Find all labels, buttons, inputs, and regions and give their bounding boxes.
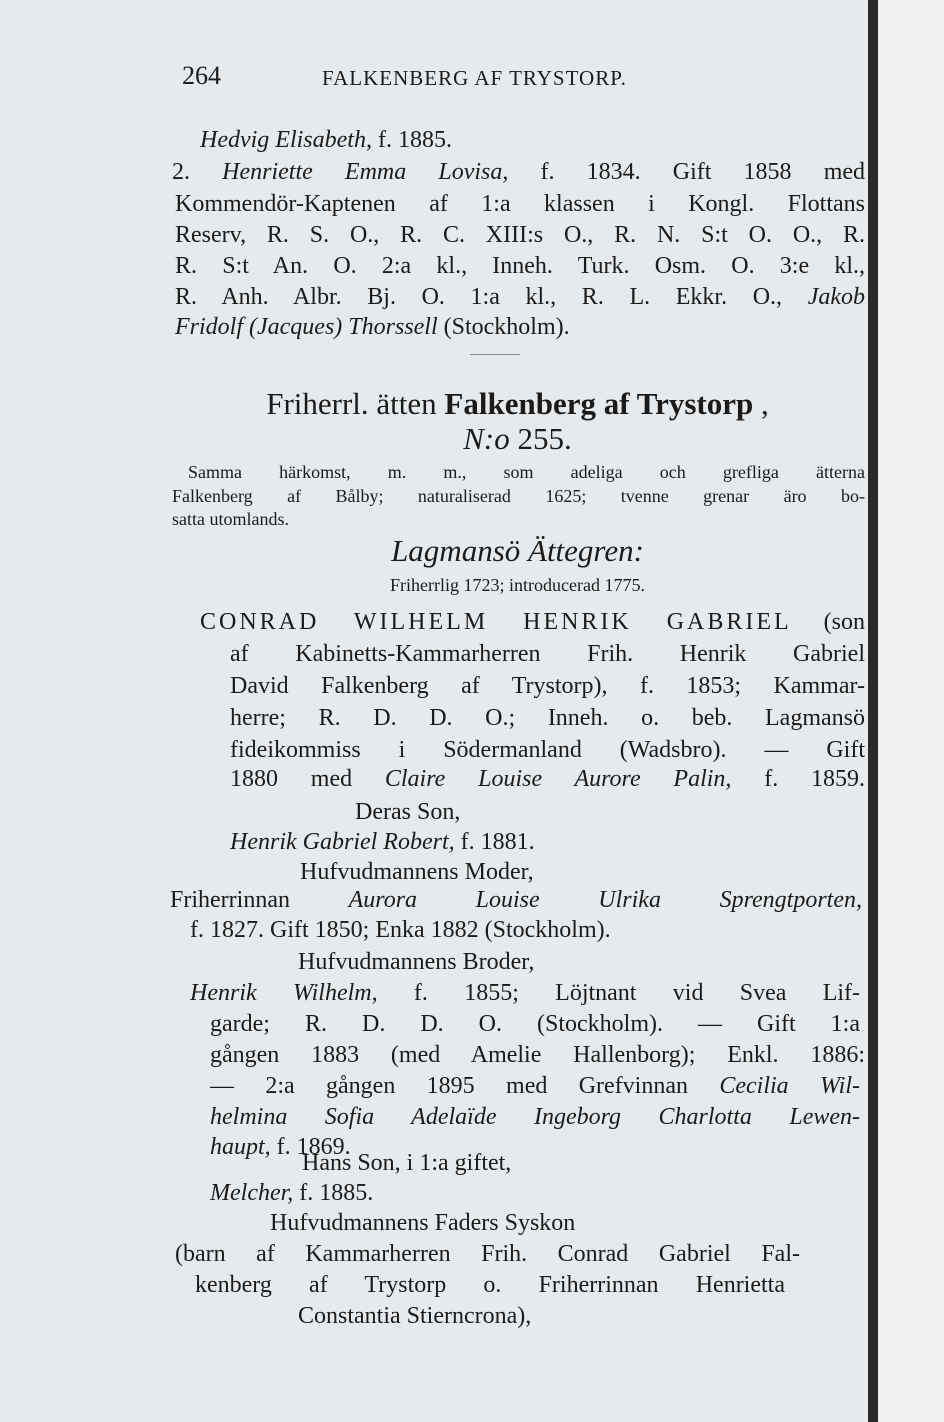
text-segment: f. 1885. [377,127,452,153]
text-line [175,252,865,280]
text-segment: 1880 med [230,766,385,792]
text-segment: CONRAD WILHELM HENRIK GABRIEL [200,609,792,635]
text-line [210,1041,865,1069]
divider [470,354,520,355]
page-margin [878,0,944,1422]
text-line [188,461,865,483]
subheading [302,1149,511,1177]
branch-heading [170,534,865,568]
text-segment: af Kabinetts-Kammarherren Frih. Henrik Gabriel [230,641,865,667]
text-segment: helmina Sofia Adelaïde Ingeborg Charlotta Lewen- [210,1104,860,1130]
text-segment: (Stockholm). [443,314,570,340]
text-line [170,574,865,596]
text-segment: Fridolf (Jacques) Thorssell [175,314,438,340]
running-title: FALKENBERG AF TRYSTORP. [322,66,627,90]
subheading [355,798,460,826]
subheading [298,948,534,976]
text-segment: f. 1827. Gift 1850; Enka 1882 (Stockholm). [190,917,611,943]
text-segment: Friherrinnan [170,887,349,913]
text-segment: Falkenberg af Bålby; naturaliserad 1625; tvenne grenar äro bo- [172,486,865,506]
text-line [230,640,865,668]
text-line [230,765,865,793]
subheading [300,858,534,886]
text-line [175,1240,800,1268]
text-line [200,126,452,154]
text-segment: satta utomlands. [172,509,289,529]
text-line [175,283,865,311]
section-heading [170,387,865,421]
text-segment: Kommendör-Kaptenen af 1:a klassen i Kongl. Flottans [175,191,865,217]
text-segment: f. 1855; Löjtnant vid Svea Lif- [413,980,860,1006]
text-line [298,1302,531,1330]
text-line [200,608,865,636]
text-line [170,886,862,914]
text-segment: N:o [463,421,510,456]
text-line [195,1271,785,1299]
text-segment: f. 1881. [460,829,535,855]
text-segment: Claire Louise Aurore Palin, [384,766,732,792]
text-segment: Hufvudmannens Faders Syskon [270,1210,576,1236]
text-line [230,828,535,856]
text-segment: 255. [517,421,572,456]
text-segment: Hufvudmannens Broder, [298,949,535,975]
text-segment: Hedvig Elisabeth, [200,127,372,153]
text-segment: Friherrlig 1723; introducerad 1775. [390,575,645,595]
text-segment: herre; R. D. D. O.; Inneh. o. beb. Lagmansö [230,705,865,731]
text-segment: f. 1869. [276,1134,351,1160]
text-segment: (barn af Kammarherren Frih. Conrad Gabriel Fal- [175,1241,800,1267]
text-segment: fideikommiss i Södermanland (Wadsbro). — Gift [230,737,865,763]
text-line [172,485,865,507]
text-line [172,158,865,186]
text-line [210,1010,860,1038]
text-segment: Jakob [807,284,865,310]
text-line [210,1072,860,1100]
text-line [172,508,289,530]
text-line [230,672,865,700]
text-line [210,1179,373,1207]
text-segment: Cecilia Wil- [719,1073,860,1099]
text-segment: Henrik Wilhelm, [190,980,378,1006]
text-segment: f. 1834. Gift 1858 med [540,159,865,185]
text-segment: Melcher, [210,1180,294,1206]
text-line [190,916,611,944]
text-segment: f. 1885. [299,1180,374,1206]
text-segment: kenberg af Trystorp o. Friherrinnan Henrietta [195,1272,785,1298]
text-segment: Friherrl. ätten [266,386,445,421]
text-segment: Henriette Emma Lovisa, [222,159,509,185]
text-segment: Hans Son, i 1:a giftet, [302,1150,512,1176]
text-segment: gången 1883 (med Amelie Hallenborg); Enkl. 1886: [210,1042,865,1068]
text-segment: R. Anh. Albr. Bj. O. 1:a kl., R. L. Ekkr. O., [175,284,808,310]
section-number [170,422,865,456]
text-segment: (son [823,609,865,635]
text-line [230,704,865,732]
text-line [175,313,570,341]
text-segment: garde; R. D. D. O. (Stockholm). — Gift 1:a [210,1011,860,1037]
text-segment: , [761,386,769,421]
text-segment: Aurora Louise Ulrika Sprengtporten, [348,887,862,913]
subheading [270,1209,575,1237]
text-segment: Falkenberg af Trystorp [444,386,754,421]
page-number: 264 [182,61,221,90]
text-line [175,221,865,249]
text-segment: f. 1859. [764,766,865,792]
text-segment: David Falkenberg af Trystorp), f. 1853; Kammar- [230,673,865,699]
text-segment: Henrik Gabriel Robert, [230,829,455,855]
text-segment: Hufvudmannens Moder, [300,859,534,885]
text-segment: R. S:t An. O. 2:a kl., Inneh. Turk. Osm. O. 3:e kl., [175,253,865,279]
text-line [190,979,860,1007]
text-segment: haupt, [210,1134,271,1160]
text-segment: Deras Son, [355,799,461,825]
text-line [230,736,865,764]
text-segment: — 2:a gången 1895 med Grefvinnan [210,1073,720,1099]
text-line [175,190,865,218]
text-segment: Constantia Stierncrona), [298,1303,532,1329]
text-segment: Samma härkomst, m. m., som adeliga och grefliga ätterna [188,462,865,482]
page-binding-edge [868,0,878,1422]
text-segment: Reserv, R. S. O., R. C. XIII:s O., R. N. S:t O. O., R. [175,222,865,248]
text-segment: 2. [172,159,223,185]
text-line [210,1103,860,1131]
text-segment: Lagmansö Ättegren: [391,533,644,568]
